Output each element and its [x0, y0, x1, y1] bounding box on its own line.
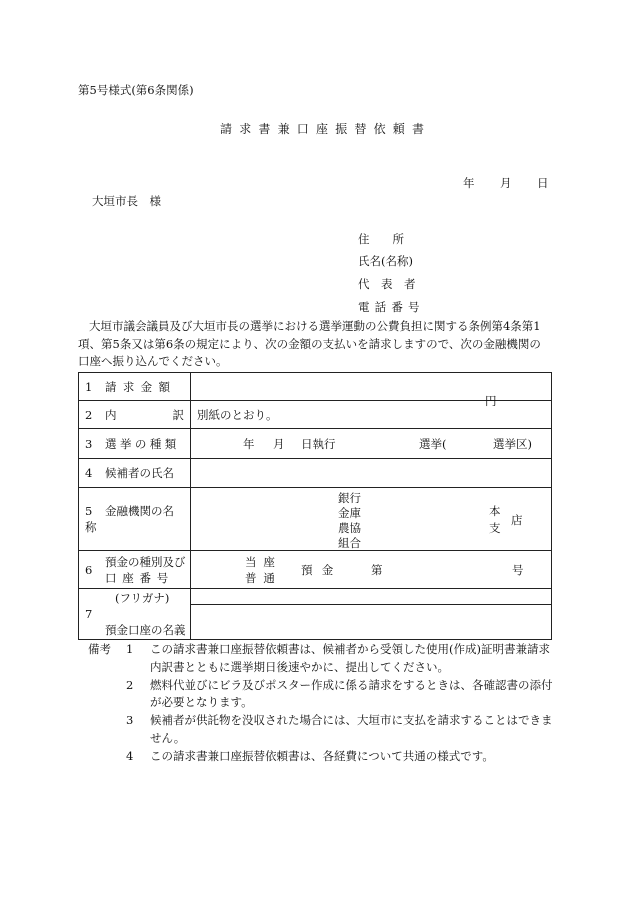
table-row — [79, 551, 552, 589]
date-month: 月 — [500, 176, 512, 190]
row7-label: 預金口座の名義 — [105, 623, 186, 637]
branch-sub: 支 — [489, 521, 501, 535]
table-row — [79, 401, 552, 429]
row4-label-cell — [79, 459, 191, 488]
row4-number: 4 — [85, 466, 93, 480]
account-gou: 号 — [512, 563, 524, 577]
row5-label: 金融機関の名称 — [85, 504, 174, 534]
table-row — [79, 488, 552, 551]
row6-label-cell — [79, 551, 191, 589]
row3-number: 3 — [85, 436, 93, 451]
row5-label-cell — [79, 488, 191, 551]
note-item — [78, 677, 558, 713]
table-row — [79, 459, 552, 488]
type-nokyo: 農協 — [338, 521, 361, 535]
applicant-name-label: 氏名(名称) — [358, 254, 413, 268]
note-text: この請求書兼口座振替依頼書は、候補者から受領した使用(作成)証明書兼請求内訳書とともに選挙期日後速やかに、提出してください。 — [150, 642, 550, 674]
row2-label-a: 内 — [105, 407, 117, 422]
applicant-representative-label: 代 表 者 — [358, 277, 416, 291]
note-text: 候補者が供託物を没収された場合には、大垣市に支払を請求することはできません。 — [150, 713, 553, 745]
row4-label: 候補者の氏名 — [105, 466, 174, 480]
account-ordinary: 普通 — [245, 571, 282, 585]
yen-unit: 円 — [485, 393, 497, 408]
addressee: 大垣市長 様 — [92, 194, 161, 208]
applicant-address-label: 住 所 — [358, 232, 404, 246]
table-row — [79, 589, 552, 605]
branch-main: 本 — [489, 504, 501, 518]
branch-store: 店 — [511, 513, 523, 527]
candidate-name-cell[interactable] — [191, 459, 552, 488]
election-month: 月 — [273, 437, 285, 451]
note-number: 2 — [126, 677, 134, 692]
table-row — [79, 373, 552, 401]
note-number: 1 — [126, 642, 134, 656]
note-number: 4 — [126, 748, 134, 763]
row1-label: 請求金額 — [105, 379, 177, 394]
row1-number: 1 — [85, 379, 93, 394]
date-day: 日 — [537, 176, 549, 190]
note-item — [78, 748, 558, 766]
row2-label-cell — [79, 401, 191, 429]
account-holder-name-cell[interactable] — [191, 605, 552, 640]
note-item — [78, 641, 558, 677]
account-dai: 第 — [371, 563, 383, 577]
election-year: 年 — [243, 437, 255, 451]
deposit-label: 預金 — [301, 563, 343, 577]
row6-number: 6 — [85, 563, 93, 577]
election-day-executed: 日執行 — [301, 437, 336, 451]
election-name: 選挙( — [419, 437, 447, 451]
election-district: 選挙区) — [493, 437, 532, 451]
row7-label-cell — [79, 589, 191, 640]
breakdown-cell — [191, 401, 552, 429]
row1-label-cell — [79, 373, 191, 401]
account-holder-kana-cell[interactable] — [191, 589, 552, 605]
type-kumiai: 組合 — [338, 536, 361, 550]
row6-label-line2: 口座番号 — [105, 571, 174, 585]
account-number-cell[interactable] — [191, 551, 552, 589]
row3-label: 選挙の種類 — [105, 436, 180, 451]
note-number: 3 — [126, 713, 134, 728]
financial-institution-cell[interactable] — [191, 488, 552, 551]
form-number: 第5号様式(第6条関係) — [78, 83, 194, 97]
account-current: 当座 — [245, 555, 282, 569]
election-type-cell[interactable] — [191, 429, 552, 459]
table-row — [79, 429, 552, 459]
notes-section — [78, 641, 558, 766]
row2-label-b: 訳 — [172, 407, 184, 422]
row2-number: 2 — [85, 407, 93, 422]
applicant-phone-label: 電話番号 — [358, 300, 425, 314]
type-shinkin: 金庫 — [338, 506, 361, 520]
row6-label-line1: 預金の種別及び — [105, 555, 186, 569]
row3-label-cell — [79, 429, 191, 459]
note-text: 燃料代並びにビラ及びポスター作成に係る請求をするときは、各確認書の添付が必要となります。 — [150, 677, 553, 710]
note-item — [78, 712, 558, 748]
notes-heading: 備考 — [88, 642, 111, 656]
request-table — [78, 372, 552, 640]
row5-number: 5 — [85, 504, 93, 518]
intro-paragraph: 大垣市議会議員及び大垣市長の選挙における選挙運動の公費負担に関する条例第4条第1項、第5条又は第6条の規定により、次の金額の支払いを請求しますので、次の金融機関の口座へ振り込んでください。 — [78, 319, 541, 368]
document-title: 請求書兼口座振替依頼書 — [220, 122, 432, 136]
breakdown-value: 別紙のとおり。 — [197, 407, 278, 422]
amount-cell[interactable] — [191, 373, 552, 408]
row7-kana-label: (フリガナ) — [115, 591, 170, 605]
type-bank: 銀行 — [338, 491, 361, 505]
date-year: 年 — [463, 176, 475, 190]
row7-number: 7 — [85, 607, 93, 621]
note-text: この請求書兼口座振替依頼書は、各経費について共通の様式です。 — [150, 748, 494, 763]
